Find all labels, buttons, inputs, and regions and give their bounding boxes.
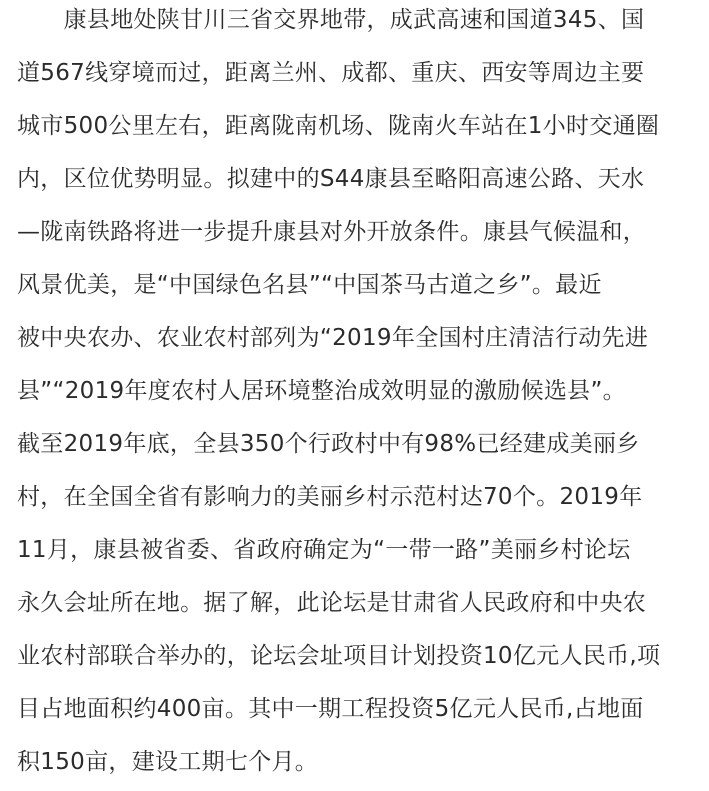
paragraph-line-4: 内，区位优势明显。拟建中的S44康县至略阳高速公路、天水	[17, 166, 645, 192]
paragraph-line-12: 永久会址所在地。据了解，此论坛是甘肃省人民政府和中央农	[17, 590, 647, 616]
paragraph-line-3: 城市500公里左右，距离陇南机场、陇南火车站在1小时交通圈	[17, 113, 660, 139]
paragraph-line-9: 截至2019年底，全县350个行政村中有98%已经建成美丽乡	[17, 431, 640, 457]
paragraph-line-6: 风景优美，是“中国绿色名县”“中国茶马古道之乡”。最近	[17, 272, 602, 298]
paragraph-line-14: 目占地面积约400亩。其中一期工程投资5亿元人民币,占地面	[17, 696, 644, 722]
paragraph-line-11: 11月，康县被省委、省政府确定为“一带一路”美丽乡村论坛	[17, 537, 631, 563]
paragraph-line-10: 村，在全国全省有影响力的美丽乡村示范村达70个。2019年	[17, 484, 643, 510]
paragraph-line-13: 业农村部联合举办的，论坛会址项目计划投资10亿元人民币,项	[17, 643, 661, 669]
paragraph-line-7: 被中央农办、农业农村部列为“2019年全国村庄清洁行动先进	[17, 325, 649, 351]
paragraph-line-8: 县”“2019年度农村人居环境整治成效明显的激励候选县”。	[17, 378, 626, 404]
paragraph-line-15: 积150亩，建设工期七个月。	[17, 749, 319, 775]
paragraph-line-5: —陇南铁路将进一步提升康县对外开放条件。康县气候温和，	[17, 219, 647, 245]
paragraph-line-2: 道567线穿境而过，距离兰州、成都、重庆、西安等周边主要	[17, 60, 645, 86]
paragraph-line-1: 康县地处陕甘川三省交界地带，成武高速和国道345、国	[17, 7, 645, 33]
